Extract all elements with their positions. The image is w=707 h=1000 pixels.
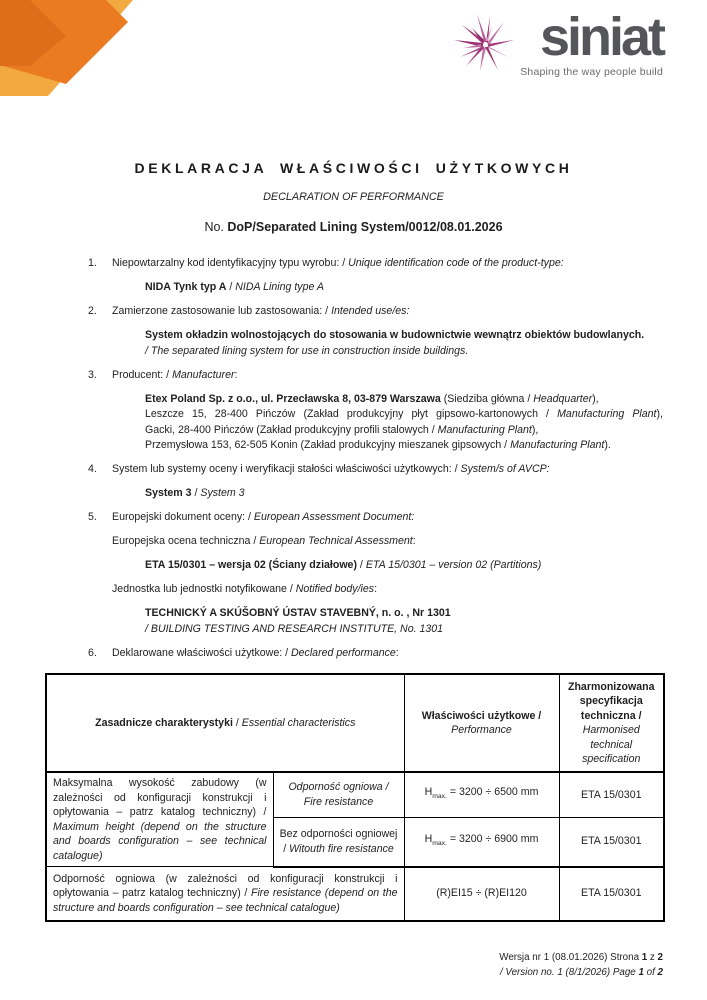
cell-fire-resistance-description: Odporność ogniowa (w zależności od konfiguracji konstrukcji i opłytowania – patrz katalog techniczny) / Fire resistance (depend on the structure and boards configuration – see technical catalogue) <box>46 867 404 921</box>
cell-no-fire-resistance-label: Bez odporności ogniowej / Witouth fire resistance <box>273 817 404 867</box>
item-5-label: Europejski dokument oceny: / European Assessment Document: <box>112 511 415 523</box>
table-row-max-height-fire <box>46 772 664 817</box>
address-headquarter: Etex Poland Sp. z o.o., ul. Przecławska 8, 03-879 Warszawa (Siedziba główna / Headquarter), <box>145 392 599 405</box>
address-plant-3: Przemysłowa 153, 62-505 Konin (Zakład produkcyjny mieszanek gipsowych / Manufacturing Plant). <box>145 439 611 451</box>
manufacturer-address-block <box>145 392 663 454</box>
item-1-label: Niepowtarzalny kod identyfikacyjny typu wyrobu: / Unique identification code of the product-type: <box>112 257 564 269</box>
header-performance: Właściwości użytkowe / Performance <box>404 674 559 772</box>
siniat-wordmark: siniat <box>539 7 663 67</box>
cell-nofire-spec: ETA 15/0301 <box>559 817 664 867</box>
corner-decoration <box>0 0 140 96</box>
item-4-label: System lub systemy oceny i weryfikacji stałości właściwości użytkowych: / System/s of AVCP: <box>112 463 550 475</box>
header-harmonised-specification: Zharmonizowana specyfikacja techniczna / Harmonised technical specification <box>559 674 664 772</box>
item-3-label: Producent: / Manufacturer: <box>112 368 238 381</box>
item-2-value-pl: System okładzin wolnostojących do stosowania w budownictwie wewnątrz obiektów budowlanych. <box>145 329 645 341</box>
cell-fire-spec: ETA 15/0301 <box>559 772 664 817</box>
item-1-value: NIDA Tynk typ A / NIDA Lining type A <box>145 281 324 293</box>
document-number <box>0 220 707 234</box>
cell-max-height-description: Maksymalna wysokość zabudowy (w zależności od konfiguracji konstrukcji i opłytowania – patrz katalog techniczny) / Maximum height (depend on the structure and boards configuration – see technical catalogue) <box>46 772 273 867</box>
list-item-4 <box>45 462 663 502</box>
item-5-eta-label: Europejska ocena techniczna / European Technical Assessment: <box>112 535 416 547</box>
cell-nofire-hmax-value: $H_{max.} = 3200 \div 6900$ mm <box>404 817 559 867</box>
item-5-notified-body-label: Jednostka lub jednostki notyfikowane / Notified body/ies: <box>112 583 378 595</box>
item-3-number: 3. <box>88 368 97 381</box>
list-item-5 <box>45 510 663 637</box>
address-plant-2: Gacki, 28-400 Pińczów (Zakład produkcyjny profili stalowych / Manufacturing Plant), <box>145 423 539 436</box>
cell-fire-resistance-value: (R)EI15 ÷ (R)EI120 <box>404 867 559 921</box>
header-essential-characteristics: Zasadnicze charakterystyki / Essential characteristics <box>46 674 404 772</box>
item-4-number: 4. <box>88 463 97 475</box>
list-item-3 <box>45 368 663 454</box>
footer-version-en: / Version no. 1 (8/1/2026) Page 1 of 2 <box>499 966 663 978</box>
list-item-1 <box>45 256 663 296</box>
table-header-row <box>46 674 664 772</box>
cell-fire-resistance-spec: ETA 15/0301 <box>559 867 664 921</box>
item-2-value-en: / The separated lining system for use in construction inside buildings. <box>145 344 469 357</box>
address-plant-1: Leszcze 15, 28-400 Pińczów (Zakład produkcyjny płyt gipsowo-kartonowych / Manufacturing Plant), <box>145 408 663 420</box>
item-6-label: Deklarowane właściwości użytkowe: / Declared performance: <box>112 646 399 659</box>
item-5-number: 5. <box>88 511 97 523</box>
document-number-prefix: No. <box>204 220 228 234</box>
page-footer <box>499 950 663 980</box>
item-4-value: System 3 / System 3 <box>145 487 245 499</box>
cell-fire-hmax-value: $H_{max.} = 3200 \div 6500$ mm <box>404 772 559 817</box>
notified-body-name: TECHNICKÝ A SKÚŠOBNÝ ÚSTAV STAVEBNÝ, n. o. , Nr 1301 <box>145 607 451 619</box>
table-row-fire-resistance <box>46 867 664 921</box>
item-2-label: Zamierzone zastosowanie lub zastosowania: / Intended use/es: <box>112 305 410 317</box>
siniat-starburst-icon <box>452 10 516 74</box>
list-item-6 <box>45 646 663 662</box>
item-5-eta-value: ETA 15/0301 – wersja 02 (Ściany działowe) / ETA 15/0301 – version 02 (Partitions) <box>145 559 542 571</box>
list-item-2 <box>45 304 663 359</box>
document-number-value: DoP/Separated Lining System/0012/08.01.2026 <box>227 220 503 234</box>
item-6-number: 6. <box>88 646 97 659</box>
declared-performance-table <box>45 673 665 922</box>
item-1-number: 1. <box>88 257 97 269</box>
logo-tagline: Shaping the way people build <box>520 66 663 78</box>
footer-version-pl: Wersja nr 1 (08.01.2026) Strona 1 z 2 <box>499 951 663 963</box>
document-title: DEKLARACJA WŁAŚCIWOŚCI UŻYTKOWYCH <box>134 160 573 176</box>
document-subtitle: DECLARATION OF PERFORMANCE <box>263 191 444 203</box>
siniat-logo <box>450 6 663 84</box>
item-2-number: 2. <box>88 305 97 317</box>
notified-body-name-en: / BUILDING TESTING AND RESEARCH INSTITUTE, No. 1301 <box>145 622 444 635</box>
cell-fire-resistance-label: Odporność ogniowa / Fire resistance <box>273 772 404 817</box>
document-body <box>45 256 663 922</box>
